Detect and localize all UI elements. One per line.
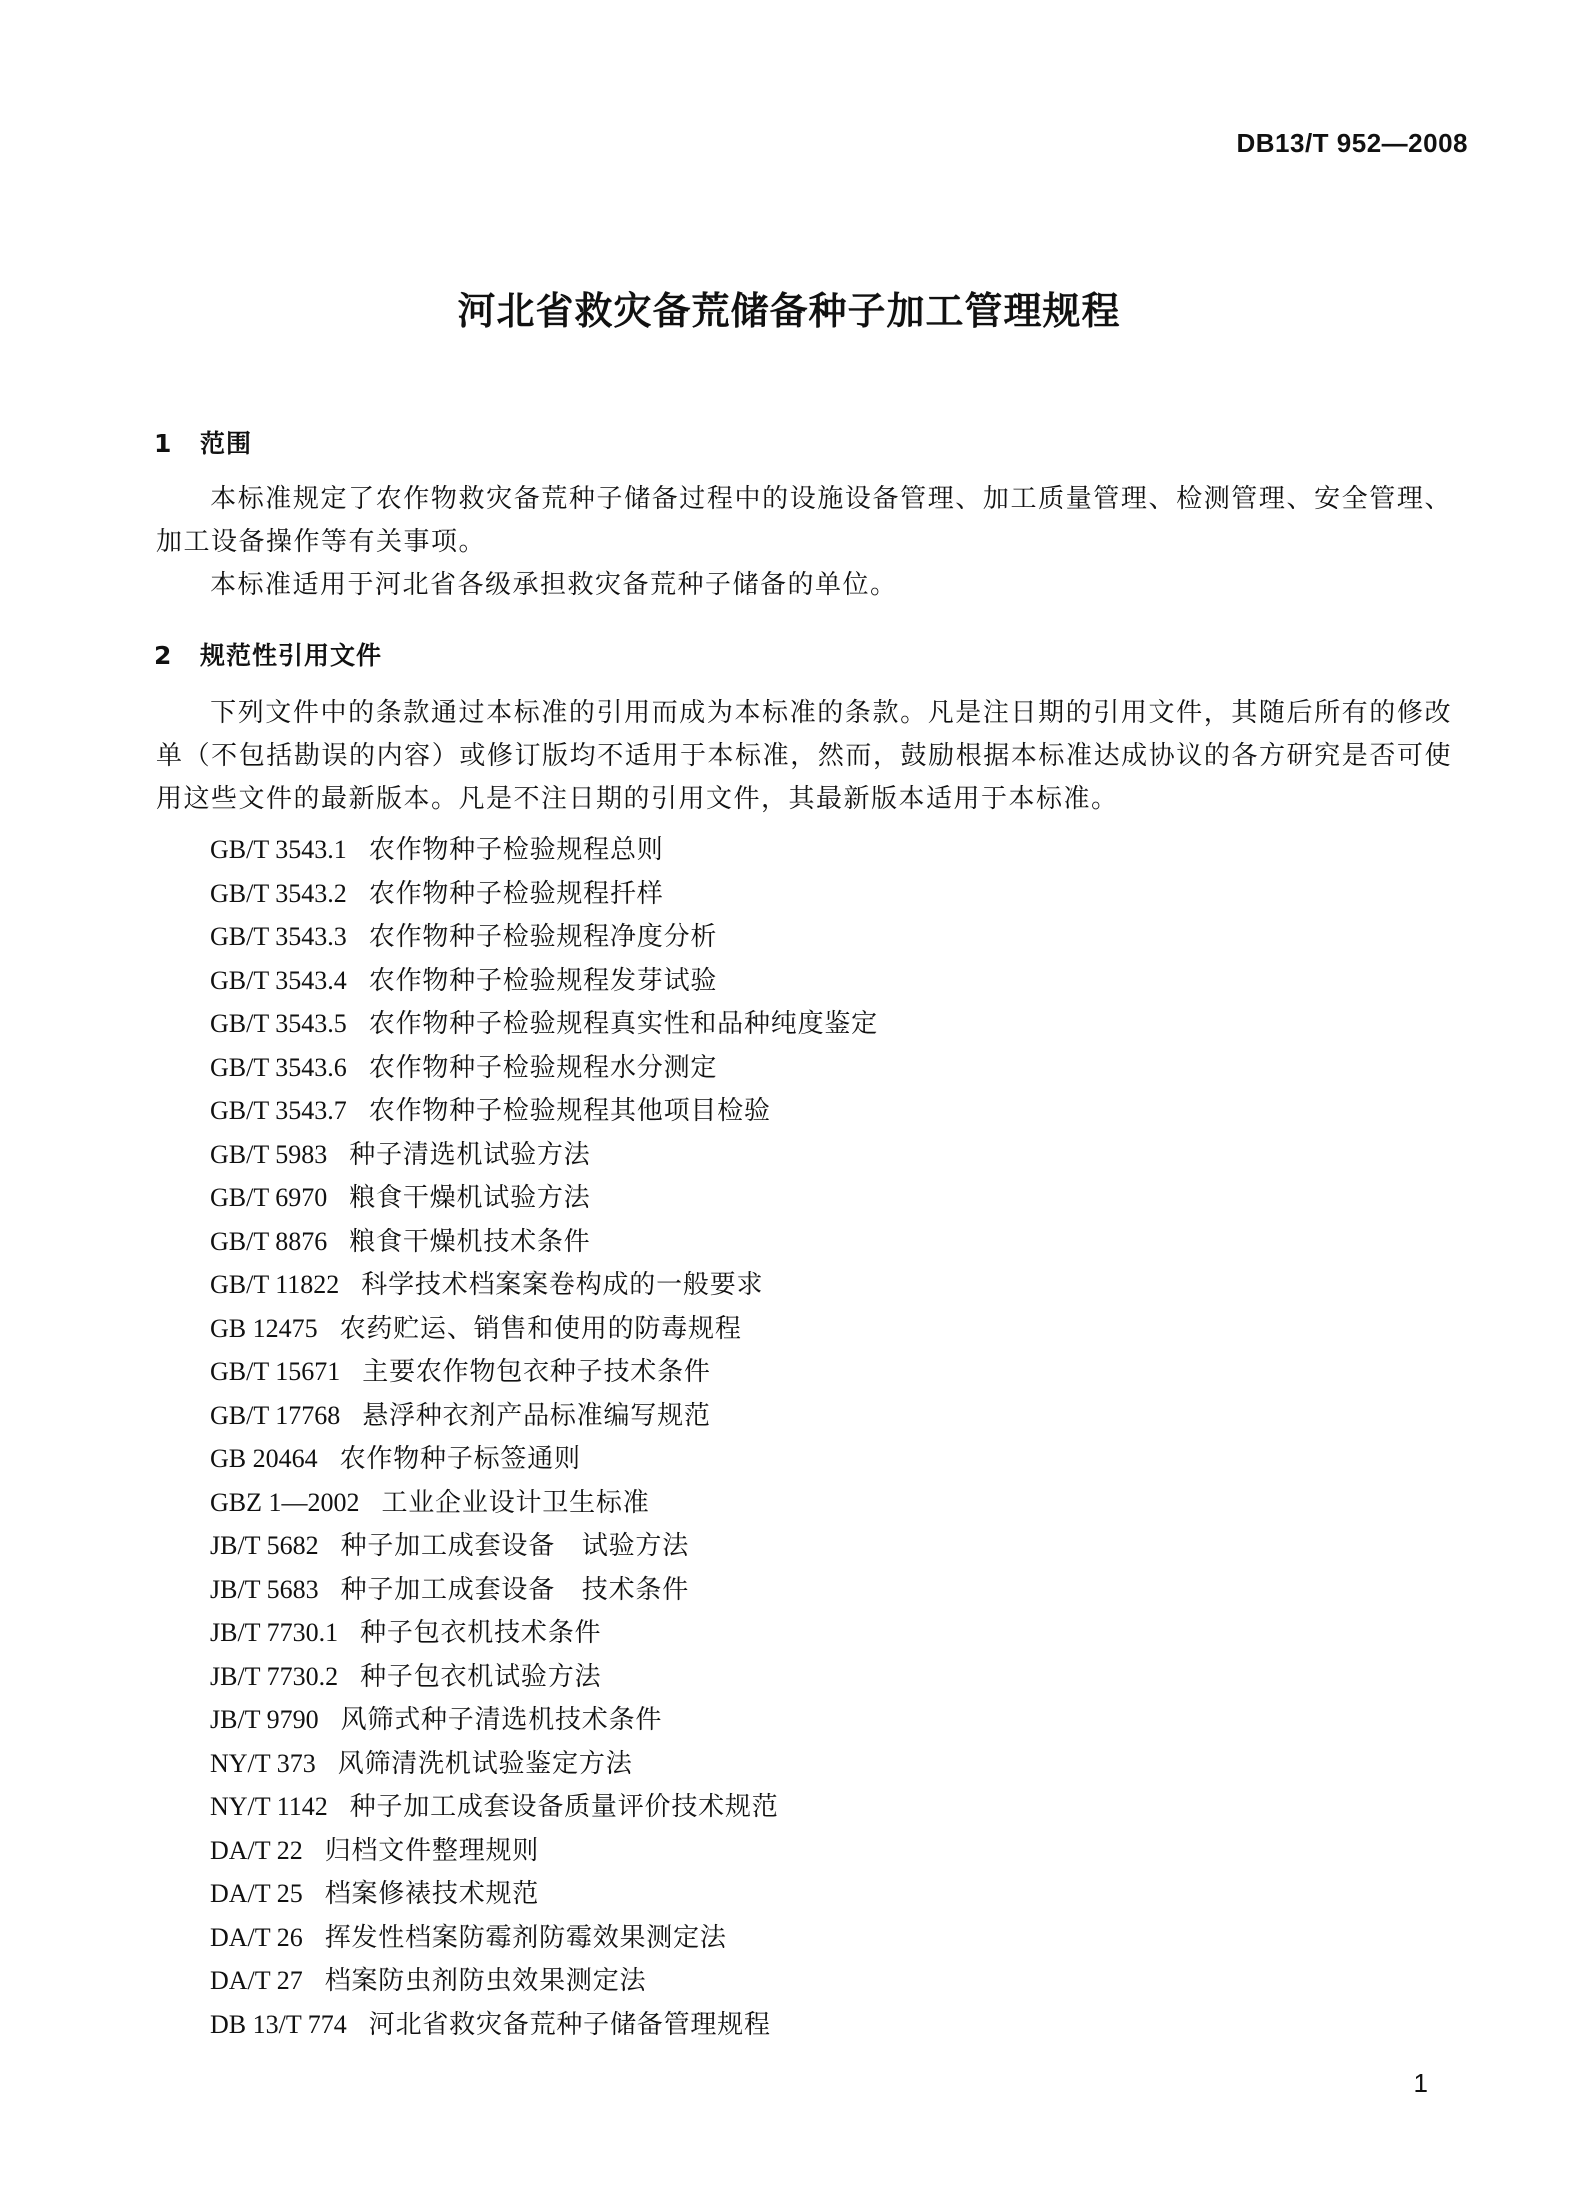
- reference-code: GB/T 3543.6: [210, 1052, 347, 1082]
- section-heading-scope: [154, 424, 252, 460]
- paragraph-text: 本标准适用于河北省各级承担救灾备荒种子储备的单位。: [210, 570, 898, 600]
- reference-title: 河北省救灾备荒种子储备管理规程: [368, 2009, 771, 2040]
- reference-code: GB/T 8876: [210, 1226, 328, 1256]
- reference-title: 风筛清洗机试验鉴定方法: [337, 1748, 633, 1779]
- reference-code: GB/T 3543.1: [210, 835, 347, 864]
- reference-title: 档案防虫剂防虫效果测定法: [324, 1966, 647, 1996]
- reference-title: 种子加工成套设备 技术条件: [340, 1574, 690, 1605]
- section-heading-normative-references: [154, 636, 382, 672]
- reference-code: DA/T 27: [210, 1966, 303, 1995]
- reference-title: 粮食干燥机试验方法: [349, 1183, 591, 1213]
- reference-item: [210, 1089, 878, 1133]
- references-intro-paragraph: [156, 692, 1452, 821]
- reference-code: DA/T 22: [210, 1835, 303, 1865]
- reference-title: 种子加工成套设备质量评价技术规范: [349, 1792, 779, 1822]
- document-title: 河北省救灾备荒储备种子加工管理规程: [457, 289, 1121, 333]
- reference-list: [210, 828, 878, 2046]
- section-number: 2: [154, 641, 173, 670]
- reference-item: [210, 915, 878, 959]
- reference-title: 挥发性档案防霉剂防霉效果测定法: [324, 1922, 727, 1953]
- reference-item: [210, 1698, 878, 1742]
- section-title: 规范性引用文件: [200, 641, 383, 670]
- section-title: 范围: [200, 429, 253, 458]
- reference-code: GB/T 3543.5: [210, 1009, 347, 1038]
- reference-code: GB/T 3543.4: [210, 965, 347, 995]
- reference-item: [210, 1307, 878, 1351]
- reference-code: GBZ 1—2002: [210, 1487, 360, 1517]
- reference-title: 种子包衣机技术条件: [360, 1618, 602, 1648]
- reference-item: [210, 1655, 878, 1699]
- reference-code: JB/T 5683: [210, 1574, 319, 1604]
- reference-title: 种子加工成套设备 试验方法: [340, 1531, 690, 1561]
- reference-title: 农作物种子检验规程扦样: [368, 878, 664, 909]
- scope-paragraph-2: [156, 564, 1452, 607]
- paragraph-text: 下列文件中的条款通过本标准的引用而成为本标准的条款。凡是注日期的引用文件，其随后所有的修改单（不包括勘误的内容）或修订版均不适用于本标准，然而，鼓励根据本标准达成协议的各方研究是否可使用这些文件的最新版本。凡是不注日期的引用文件，其最新版本适用于本标准。: [156, 698, 1452, 814]
- reference-code: NY/T 373: [210, 1748, 316, 1778]
- reference-item: [210, 1046, 878, 1090]
- reference-item: [210, 1829, 878, 1873]
- reference-code: DB 13/T 774: [210, 2009, 347, 2039]
- section-number: 1: [154, 429, 173, 458]
- reference-title: 粮食干燥机技术条件: [349, 1226, 591, 1257]
- reference-title: 农作物种子检验规程水分测定: [368, 1052, 718, 1083]
- reference-item: [210, 1002, 878, 1046]
- reference-code: JB/T 5682: [210, 1531, 319, 1560]
- reference-code: GB/T 3543.7: [210, 1096, 347, 1125]
- reference-item: [210, 1176, 878, 1220]
- reference-item: [210, 1916, 878, 1960]
- reference-item: [210, 872, 878, 916]
- reference-item: [210, 1350, 878, 1394]
- scope-paragraph-1: [156, 478, 1452, 564]
- reference-item: [210, 828, 878, 872]
- reference-item: [210, 959, 878, 1003]
- reference-item: [210, 1524, 878, 1568]
- reference-code: GB 12475: [210, 1313, 318, 1343]
- reference-code: JB/T 7730.1: [210, 1618, 339, 1647]
- reference-title: 悬浮种衣剂产品标准编写规范: [362, 1400, 711, 1431]
- page-number: 1: [1413, 2068, 1428, 2098]
- reference-item: [210, 1263, 878, 1307]
- reference-item: [210, 1481, 878, 1525]
- reference-code: DA/T 26: [210, 1922, 303, 1952]
- reference-title: 主要农作物包衣种子技术条件: [362, 1357, 711, 1387]
- reference-code: GB/T 17768: [210, 1400, 341, 1430]
- reference-item: [210, 1568, 878, 1612]
- reference-code: NY/T 1142: [210, 1792, 328, 1821]
- reference-item: [210, 1785, 878, 1829]
- reference-title: 农作物种子检验规程真实性和品种纯度鉴定: [368, 1009, 878, 1039]
- reference-title: 档案修裱技术规范: [324, 1879, 540, 1909]
- reference-title: 农作物种子检验规程总则: [368, 835, 664, 865]
- reference-code: GB/T 5983: [210, 1139, 328, 1169]
- reference-title: 农作物种子检验规程发芽试验: [368, 965, 718, 996]
- reference-item: [210, 1220, 878, 1264]
- reference-code: GB/T 3543.2: [210, 878, 347, 908]
- reference-item: [210, 2003, 878, 2047]
- reference-item: [210, 1611, 878, 1655]
- reference-code: DA/T 25: [210, 1879, 303, 1908]
- reference-code: GB/T 6970: [210, 1183, 328, 1212]
- reference-title: 种子包衣机试验方法: [360, 1661, 602, 1692]
- reference-code: GB/T 15671: [210, 1357, 341, 1386]
- paragraph-text: 本标准规定了农作物救灾备荒种子储备过程中的设施设备管理、加工质量管理、检测管理、安全管理、加工设备操作等有关事项。: [156, 484, 1452, 557]
- reference-title: 工业企业设计卫生标准: [381, 1487, 650, 1518]
- reference-code: JB/T 9790: [210, 1705, 319, 1734]
- reference-item: [210, 1959, 878, 2003]
- reference-item: [210, 1872, 878, 1916]
- reference-item: [210, 1742, 878, 1786]
- reference-item: [210, 1437, 878, 1481]
- reference-code: GB 20464: [210, 1444, 318, 1473]
- reference-title: 科学技术档案案卷构成的一般要求: [361, 1270, 764, 1300]
- reference-code: GB/T 11822: [210, 1270, 340, 1299]
- reference-title: 归档文件整理规则: [324, 1835, 540, 1866]
- reference-title: 种子清选机试验方法: [349, 1139, 591, 1170]
- reference-title: 农药贮运、销售和使用的防毒规程: [339, 1313, 742, 1344]
- reference-title: 农作物种子检验规程净度分析: [368, 922, 718, 952]
- reference-title: 农作物种子标签通则: [339, 1444, 581, 1474]
- reference-item: [210, 1394, 878, 1438]
- reference-code: GB/T 3543.3: [210, 922, 347, 951]
- reference-code: JB/T 7730.2: [210, 1661, 339, 1691]
- reference-item: [210, 1133, 878, 1177]
- standard-code: DB13/T 952—2008: [1236, 128, 1468, 158]
- reference-title: 农作物种子检验规程其他项目检验: [368, 1096, 771, 1126]
- reference-title: 风筛式种子清选机技术条件: [340, 1705, 663, 1735]
